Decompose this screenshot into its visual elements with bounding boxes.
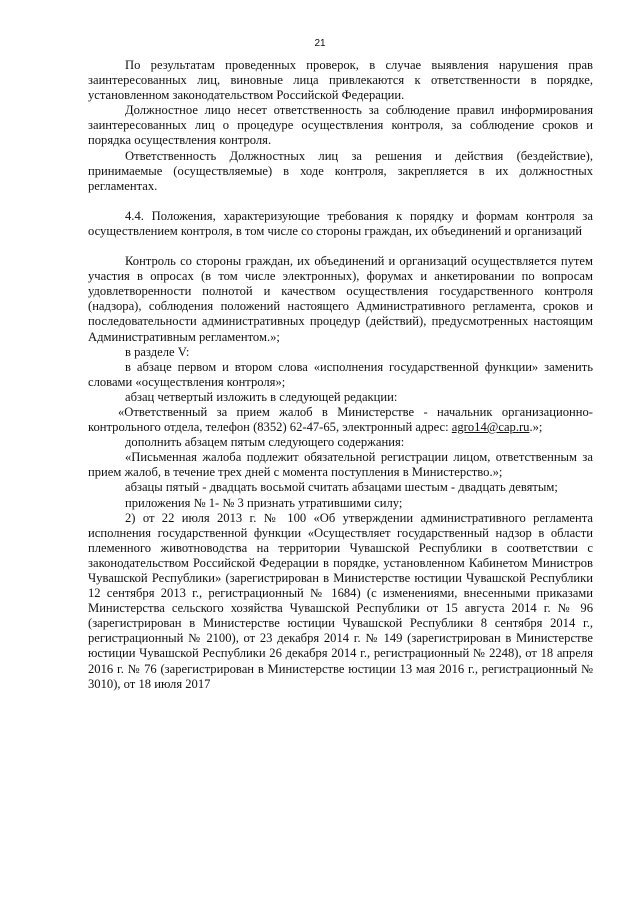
complaints-officer-text: «Ответственный за прием жалоб в Министерстве - начальник организационно-контрольного отдела, телефон (8352) 62-47-65, электронный адрес: xyxy=(88,404,593,435)
complaints-officer-tail: .»; xyxy=(529,420,543,435)
email-link[interactable]: agro14@cap.ru xyxy=(451,420,530,435)
paragraph-gap xyxy=(88,194,593,209)
paragraph-add-fifth: дополнить абзацем пятым следующего содержания: xyxy=(125,435,405,450)
section-heading-4-4: 4.4. Положения, характеризующие требования к порядку и формам контроля за осуществлением контроля, в том числе со стороны граждан, их объединений и организаций xyxy=(88,208,593,238)
paragraph-replace-words: в абзаце первом и втором слова «исполнения государственной функции» заменить словами «осуществления контроля»; xyxy=(88,359,593,389)
paragraph-complaints-officer xyxy=(88,405,593,435)
paragraph-officials-decisions: Ответственность Должностных лиц за решения и действия (бездействие), принимаемые (осуществляемые) в ходе контроля, закрепляется в их должностных регламентах. xyxy=(88,148,593,193)
paragraph-gap xyxy=(88,239,593,254)
paragraph-order-100: 2) от 22 июля 2013 г. № 100 «Об утверждении административного регламента исполнения государственной функции «Осуществляет государственный надзор в области племенного животноводства на территории Чувашской Республики в соответствии с законодательством Российской Федерации в порядке, установленном Кабинетом Министров Чувашской Республики» (зарегистрирован в Министерстве юстиции Чувашской Республики 12 сентября 2013 г., регистрационный № 1684) (с изменениями, внесенными приказами Министерства сельского хозяйства Чувашской Республики от 15 августа 2014 г. № 96 (зарегистрирован в Министерстве юстиции Чувашской Республики 8 сентября 2014 г., регистрационный № 2100), от 23 декабря 2014 г. № 149 (зарегистрирован в Министерстве юстиции Чувашской Республики 26 декабря 2014 г., регистрационный № 2248), от 18 апреля 2016 г. № 76 (зарегистрирован в Министерстве юстиции 13 мая 2016 г., регистрационный № 3010), от 18 июля 2017 xyxy=(88,510,593,691)
paragraph-renumber: абзацы пятый - двадцать восьмой считать абзацами шестым - двадцать девятым; xyxy=(125,480,558,495)
paragraph-violations: По результатам проведенных проверок, в случае выявления нарушения прав заинтересованных лиц, виновные лица привлекаются к ответственности в порядке, установленном законодательством Российской Федерации. xyxy=(88,58,593,103)
page-number: 21 xyxy=(314,38,326,49)
document-body xyxy=(88,58,593,692)
paragraph-citizen-control: Контроль со стороны граждан, их объединений и организаций осуществляется путем участия в опросах (в том числе электронных), форумах и анкетировании по вопросам удовлетворенности полнотой и качеством осуществления государственного контроля (надзора), соблюдения положений настоящего Административного регламента, сроков и последовательности административных процедур (действий), предусмотренных настоящим Административным регламентом.»; xyxy=(88,254,593,344)
paragraph-written-complaint: «Письменная жалоба подлежит обязательной регистрации лицом, ответственным за прием жалоб, в течение трех дней с момента поступления в Министерство.»; xyxy=(88,450,593,480)
paragraph-official-responsibility: Должностное лицо несет ответственность за соблюдение правил информирования заинтересованных лиц о процедуре осуществления контроля, за соблюдение сроков и порядка осуществления контроля. xyxy=(88,103,593,148)
paragraph-fourth-abzac: абзац четвертый изложить в следующей редакции: xyxy=(125,389,398,404)
paragraph-section-v: в разделе V: xyxy=(125,344,190,359)
paragraph-annexes-void: приложения № 1- № 3 признать утратившими силу; xyxy=(125,495,403,510)
